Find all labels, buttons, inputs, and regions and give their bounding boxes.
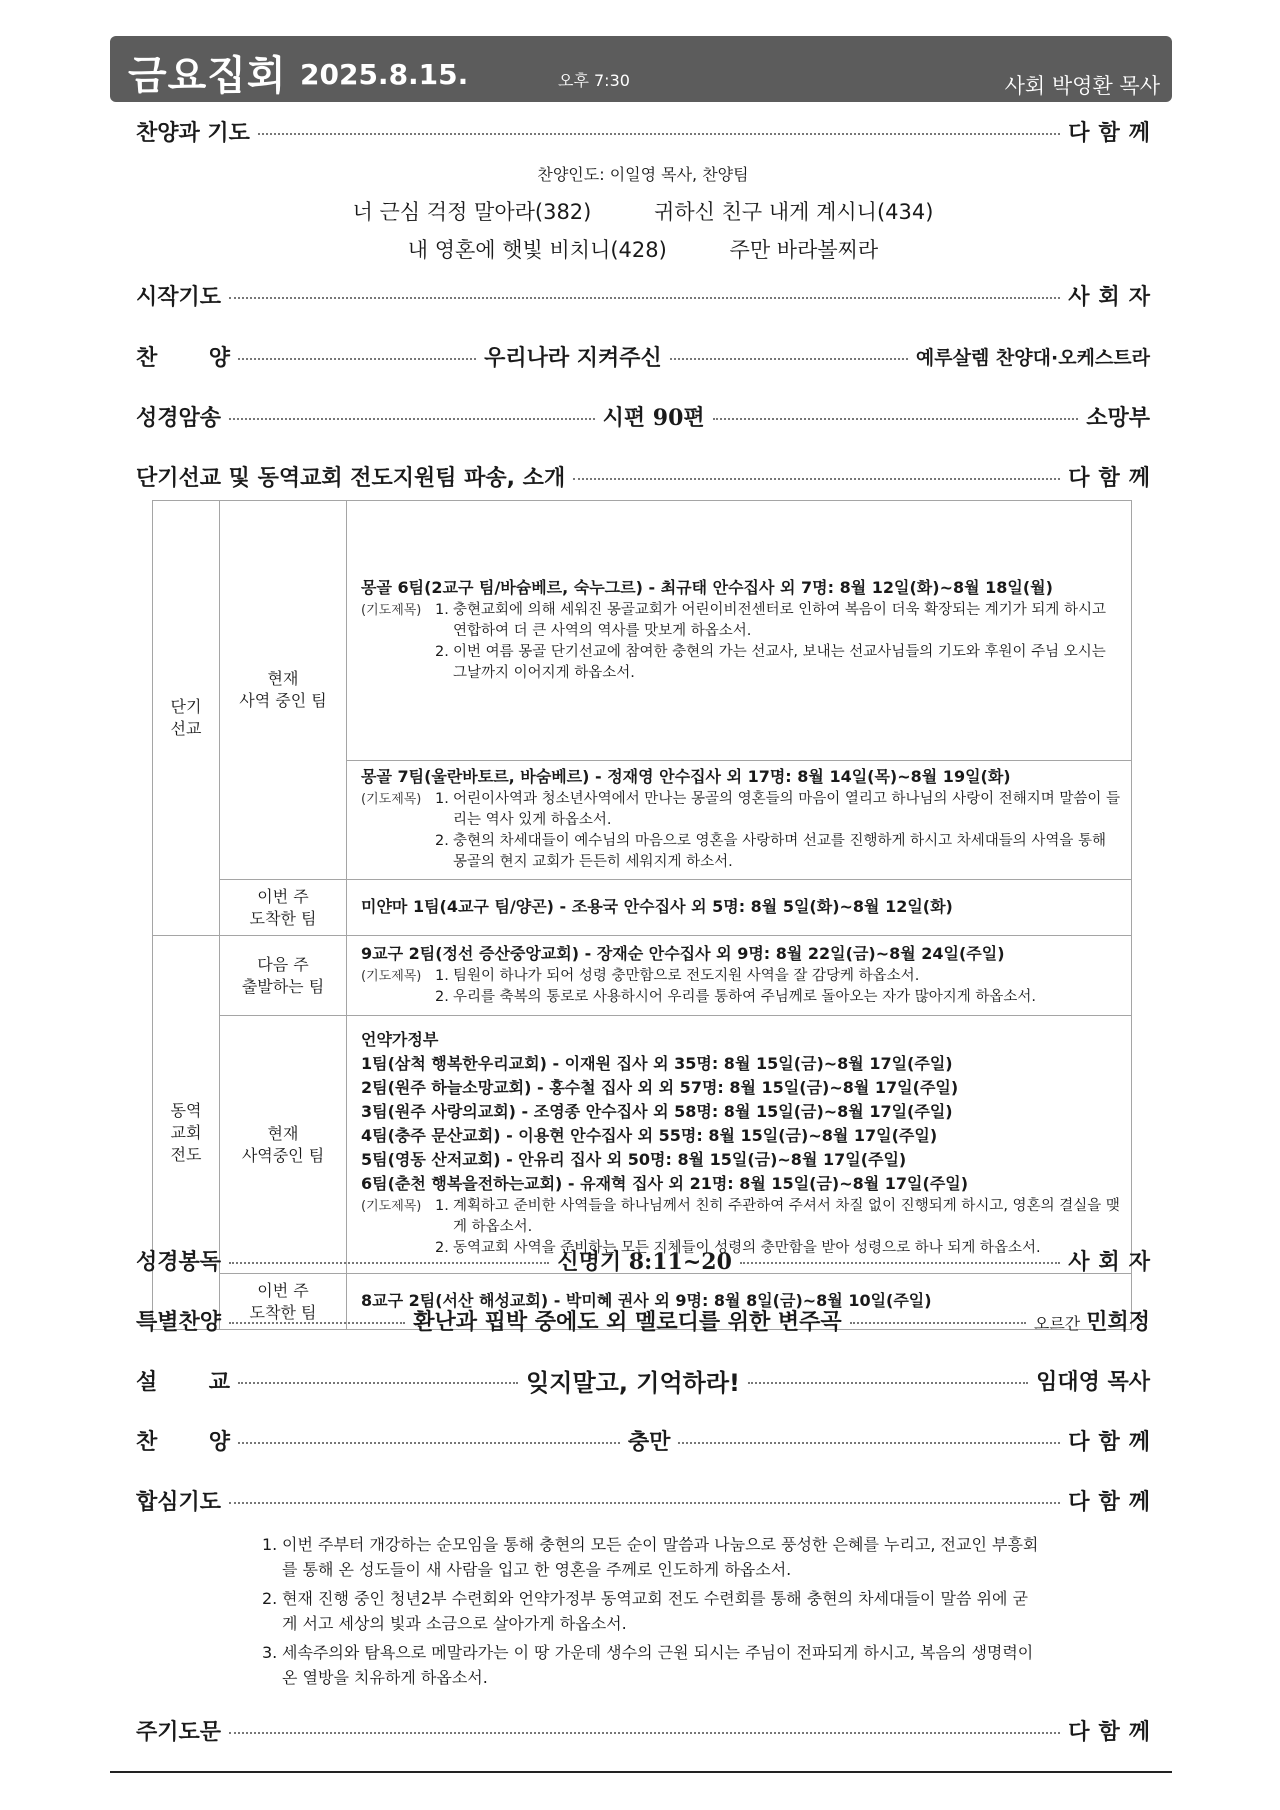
table-row	[153, 880, 1132, 936]
prayer-list	[262, 1532, 1042, 1694]
dot-leader	[678, 1442, 1060, 1444]
prayer-text: 세속주의와 탐욕으로 메말라가는 이 땅 가운데 생수의 근원 되시는 주님이 전파되게 하시고, 복음의 생명력이 온 열방을 치유하게 하옵소서.	[282, 1643, 1034, 1687]
prayer-tag-spacer	[361, 642, 435, 684]
dot-leader	[229, 1502, 1060, 1504]
team-detail	[347, 880, 1132, 936]
dot-leader	[238, 1382, 518, 1384]
item-title: 시편 90편	[602, 404, 705, 431]
team-detail	[347, 761, 1132, 880]
prayer-tag-spacer	[361, 987, 435, 1008]
song-line-1	[136, 196, 1150, 226]
prayer-tag-spacer	[361, 831, 435, 873]
order-praise-prayer	[136, 111, 1159, 151]
service-time: 오후 7:30	[558, 71, 630, 90]
dot-leader	[229, 1732, 1060, 1734]
subcategory-current: 현재 사역 중인 팀	[220, 501, 347, 880]
prayer-tag: (기도제목)	[361, 602, 422, 618]
label-char: 양	[208, 345, 230, 371]
dot-leader	[229, 297, 1060, 299]
song-4: 주만 바라볼찌라	[729, 238, 879, 262]
item-right	[1034, 1305, 1150, 1336]
prayer-item	[361, 642, 1121, 684]
subcategory-arrived-2: 이번 주 도착한 팀	[220, 1274, 347, 1330]
item-label	[136, 1365, 230, 1396]
prayer-text: 동역교회 사역을 준비하는 모든 지체들이 성령의 충만함을 받아 성령으로 하나 되게 하옵소서.	[453, 1240, 1041, 1256]
label-char: 양	[208, 1429, 230, 1455]
item-right: 다함께	[1068, 465, 1159, 491]
order-lords-prayer	[136, 1710, 1159, 1750]
order-mission	[136, 456, 1159, 496]
dot-leader	[740, 1262, 1060, 1264]
prayer-text: 이번 여름 몽골 단기선교에 참여한 충현의 가는 선교사, 보내는 선교사님들의 기도와 후원이 주님 오시는 그날까지 이어지게 하옵소서.	[453, 643, 1106, 681]
item-label	[136, 1425, 230, 1456]
item-right: 소망부	[1086, 405, 1150, 431]
table-row	[153, 501, 1132, 761]
category-short-term: 단기 선교	[153, 501, 220, 936]
order-special-praise	[136, 1300, 1150, 1340]
item-right: 다함께	[1068, 120, 1159, 146]
item-label: 성경암송	[136, 405, 222, 431]
label-char: 교	[208, 1369, 230, 1395]
dot-leader	[670, 358, 908, 360]
prayer-text: 이번 주부터 개강하는 순모임을 통해 충현의 모든 순이 말씀과 나눔으로 풍성한 은혜를 누리고, 전교인 부흥회를 통해 온 성도들이 새 사람을 입고 한 영혼을 주께로 인도하게 하옵소서.	[282, 1535, 1039, 1579]
team-title: 몽골 6팀(2교구 팀/바슘베르, 숙누그르) - 최규태 안수집사 외 7명: 8월 12일(화)~8월 18일(월)	[361, 577, 1053, 597]
order-sermon	[136, 1360, 1150, 1400]
team-detail	[347, 501, 1132, 761]
prayer-text: 충현의 차세대들이 예수님의 마음으로 영혼을 사랑하며 선교를 진행하게 하시고 차세대들의 사역을 통해 몽골의 현지 교회가 든든히 세워지게 하소서.	[453, 833, 1106, 870]
item-title: 충만	[627, 1429, 671, 1455]
item-label: 합심기도	[136, 1489, 222, 1515]
category-partner: 동역 교회 전도	[153, 936, 220, 1330]
prayer-number: 1.	[262, 1535, 278, 1554]
dot-leader	[229, 418, 595, 420]
list-item	[262, 1532, 1042, 1582]
team-title: 5팀(영동 산저교회) - 안유리 집사 외 50명: 8월 15일(금)~8월 17일(주일)	[361, 1150, 907, 1169]
team-title: 4팀(충주 문산교회) - 이용현 안수집사 외 55명: 8월 15일(금)~8월 17일(주일)	[361, 1126, 938, 1145]
team-title: 6팀(춘천 행복을전하는교회) - 유재혁 집사 외 21명: 8월 15일(금)~8월 17일(주일)	[361, 1174, 969, 1193]
prayer-number: 2.	[435, 1240, 449, 1256]
prayer-item	[361, 600, 1121, 642]
prayer-number: 1.	[435, 967, 449, 984]
item-label: 시작기도	[136, 284, 222, 310]
prayer-text: 우리를 축복의 통로로 사용하시어 우리를 통하여 주님께로 돌아오는 자가 많아지게 하옵소서.	[453, 988, 1036, 1005]
mission-table	[152, 500, 1132, 1330]
subcategory-next: 다음 주 출발하는 팀	[220, 936, 347, 1016]
performer-name: 민희정	[1086, 1309, 1150, 1335]
table-row	[153, 1016, 1132, 1274]
song-line-2	[136, 234, 1150, 264]
team-title: 미얀마 1팀(4교구 팀/양곤) - 조용국 안수집사 외 5명: 8월 5일(화)~8월 12일(화)	[361, 896, 953, 916]
subcategory-current-2: 현재 사역중인 팀	[220, 1016, 347, 1274]
item-label: 특별찬양	[136, 1309, 222, 1335]
prayer-number: 3.	[262, 1643, 278, 1662]
prayer-text: 팀원이 하나가 되어 성령 충만함으로 전도지원 사역을 잘 감당케 하옵소서.	[453, 967, 920, 984]
item-right: 예루살렘 찬양대·오케스트라	[915, 346, 1150, 369]
label-char: 설	[136, 1369, 158, 1395]
prayer-text: 어린이사역과 청소년사역에서 만나는 몽골의 영혼들의 마음이 열리고 하나님의 사랑이 전해지며 말씀이 들리는 역사 있게 하옵소서.	[453, 791, 1121, 828]
prayer-item	[361, 966, 1121, 987]
prayer-number: 1.	[435, 601, 449, 618]
team-title: 8교구 2팀(서산 해성교회) - 박미혜 권사 외 9명: 8월 8일(금)~8월 10일(주일)	[361, 1290, 932, 1310]
team-title: 몽골 7팀(울란바토르, 바숨베르) - 정재영 안수집사 외 17명: 8월 14일(목)~8월 19일(화)	[361, 767, 1011, 786]
item-title: 환난과 핍박 중에도 외 멜로디를 위한 변주곡	[413, 1309, 842, 1335]
sermon-title: 잊지말고, 기억하라!	[526, 1368, 740, 1397]
dot-leader	[713, 418, 1079, 420]
dot-leader	[573, 478, 1060, 480]
dot-leader	[258, 133, 1060, 135]
order-hymn-1	[136, 336, 1150, 376]
order-opening-prayer	[136, 275, 1159, 315]
dot-leader	[229, 1262, 549, 1264]
order-bible-reading	[136, 1240, 1160, 1280]
table-row	[153, 936, 1132, 1016]
order-unison-prayer	[136, 1480, 1159, 1520]
order-memorization	[136, 396, 1150, 436]
list-item	[262, 1586, 1042, 1636]
team-title: 9교구 2팀(정선 증산중앙교회) - 장재순 안수집사 외 9명: 8월 22일(금)~8월 24일(주일)	[361, 943, 1005, 963]
item-right: 다함께	[1068, 1489, 1159, 1515]
header-bar	[110, 36, 1172, 102]
team-title: 3팀(원주 사랑의교회) - 조영종 안수집사 외 58명: 8월 15일(금)~8월 17일(주일)	[361, 1102, 953, 1121]
item-title: 신명기 8:11~20	[557, 1248, 732, 1275]
bottom-divider	[110, 1771, 1172, 1773]
order-hymn-2	[136, 1420, 1159, 1460]
song-2: 귀하신 친구 내게 계시니(434)	[654, 200, 934, 224]
prayer-number: 1.	[435, 1198, 449, 1214]
item-label: 주기도문	[136, 1719, 222, 1745]
service-date: 2025.8.15.	[300, 58, 469, 91]
item-right: 다함께	[1068, 1429, 1159, 1455]
song-1: 너 근심 걱정 말아라(382)	[352, 200, 592, 224]
preacher: 임대영 목사	[1036, 1369, 1150, 1395]
prayer-tag: (기도제목)	[361, 968, 422, 984]
item-label: 성경봉독	[136, 1249, 222, 1275]
item-label: 단기선교 및 동역교회 전도지원팀 파송, 소개	[136, 465, 566, 491]
label-char: 찬	[136, 1429, 158, 1455]
team-title: 1팀(삼척 행복한우리교회) - 이재원 집사 외 35명: 8월 15일(금)~8월 17일(주일)	[361, 1054, 953, 1073]
dot-leader	[238, 358, 476, 360]
dot-leader	[229, 1322, 405, 1324]
list-item	[262, 1640, 1042, 1690]
prayer-text: 충현교회에 의해 세워진 몽골교회가 어린이비전센터로 인하여 복음이 더욱 확장되는 계기가 되게 하시고 연합하여 더 큰 사역의 역사를 맛보게 하옵소서.	[453, 601, 1106, 639]
prayer-number: 2.	[262, 1589, 278, 1608]
prayer-text: 현재 진행 중인 청년2부 수련회와 언약가정부 동역교회 전도 수련회를 통해 충현의 차세대들이 말씀 위에 굳게 서고 세상의 빛과 소금으로 살아가게 하옵소서.	[282, 1589, 1028, 1633]
prayer-item	[361, 987, 1121, 1008]
item-label	[136, 341, 230, 372]
prayer-text: 계획하고 준비한 사역들을 하나님께서 친히 주관하여 주셔서 차질 없이 진행되게 하시고, 영혼의 결실을 맺게 하옵소서.	[453, 1198, 1120, 1235]
team-detail	[347, 936, 1132, 1016]
dot-leader	[850, 1322, 1026, 1324]
song-3: 내 영혼에 햇빛 비치니(428)	[407, 238, 667, 262]
prayer-item	[361, 831, 1121, 873]
prayer-item	[361, 1196, 1121, 1238]
prayer-item	[361, 789, 1121, 831]
item-title: 우리나라 지켜주신	[484, 345, 662, 371]
group-head: 언약가정부	[361, 1030, 439, 1049]
dot-leader	[238, 1442, 620, 1444]
item-right: 사회자	[1068, 1249, 1160, 1275]
subcategory-arrived: 이번 주 도착한 팀	[220, 880, 347, 936]
dot-leader	[748, 1382, 1028, 1384]
prayer-number: 1.	[435, 791, 449, 807]
prayer-tag: (기도제목)	[361, 1199, 422, 1214]
team-title: 2팀(원주 하늘소망교회) - 홍수철 집사 외 외 57명: 8월 15일(금)~8월 17일(주일)	[361, 1078, 959, 1097]
prayer-number: 2.	[435, 988, 449, 1005]
performer-role: 오르간	[1033, 1313, 1081, 1333]
item-right: 다함께	[1068, 1719, 1159, 1745]
item-label: 찬양과 기도	[136, 120, 250, 146]
praise-leader: 찬양인도: 이일영 목사, 찬양팀	[537, 165, 749, 184]
label-char: 찬	[136, 345, 158, 371]
presider: 사회 박영환 목사	[1004, 74, 1160, 98]
prayer-number: 2.	[435, 833, 449, 849]
service-title: 금요집회	[128, 53, 287, 99]
item-right: 사회자	[1068, 284, 1159, 310]
team-detail	[347, 1016, 1132, 1274]
prayer-number: 2.	[435, 643, 449, 660]
prayer-tag: (기도제목)	[361, 792, 422, 807]
